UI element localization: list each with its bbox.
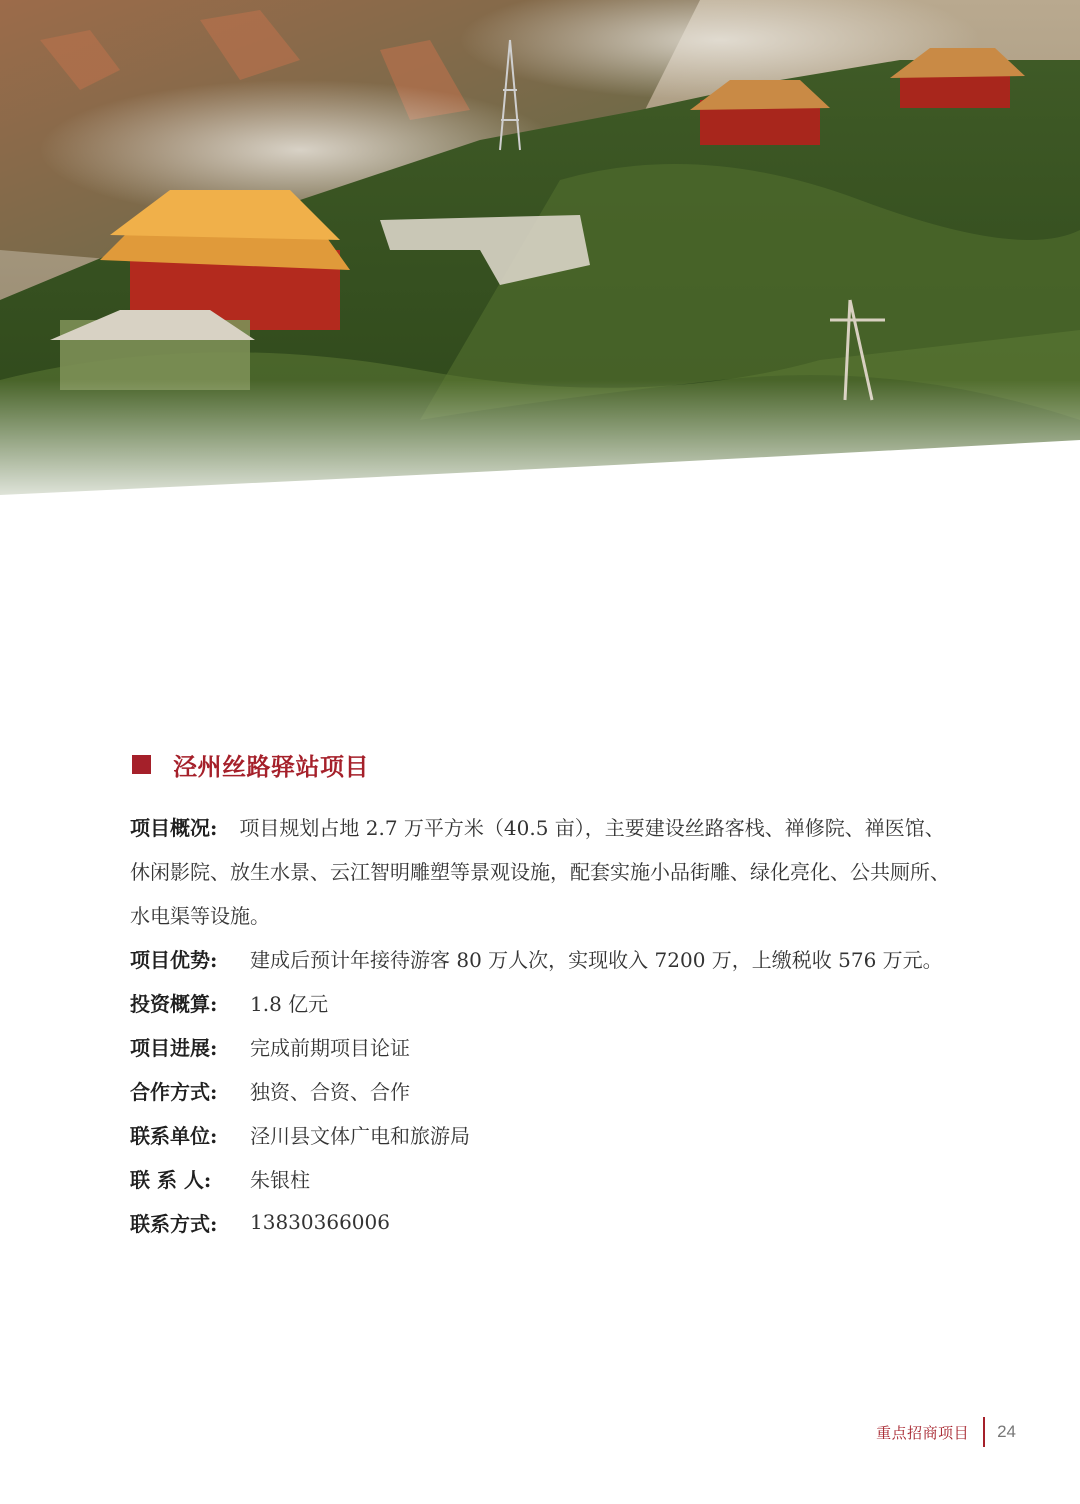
field-label: 投资概算: [130, 991, 218, 1016]
footer-divider [983, 1417, 985, 1447]
field-label: 联 系 人: [130, 1167, 212, 1192]
field-value: 建成后预计年接待游客 80 万人次，实现收入 7200 万，上缴税收 576 万元。 [250, 947, 943, 972]
page-footer [876, 1416, 1016, 1448]
field-row-contact-person [130, 1156, 960, 1200]
heading-square-bullet [132, 755, 151, 774]
field-label: 项目进展: [130, 1035, 218, 1060]
project-heading [132, 746, 369, 782]
overview-text: 项目规划占地 2.7 万平方米（40.5 亩），主要建设丝路客栈、禅修院、禅医馆、休闲影院、放生水景、云江智明雕塑等景观设施，配套实施小品街雕、绿化亮化、公共厕所、水电渠等设施。 [130, 816, 950, 928]
field-value: 泾川县文体广电和旅游局 [250, 1123, 470, 1148]
field-label: 项目优势: [130, 947, 218, 972]
project-overview [130, 806, 960, 938]
field-row-advantage [130, 936, 960, 980]
page-number: 24 [997, 1422, 1016, 1441]
field-label: 联系方式: [130, 1211, 218, 1236]
field-row-investment [130, 980, 960, 1024]
overview-label: 项目概况: [130, 816, 218, 840]
field-value: 1.8 亿元 [250, 991, 329, 1016]
field-row-contact-unit [130, 1112, 960, 1156]
field-value: 完成前期项目论证 [250, 1035, 410, 1060]
footer-section-title: 重点招商项目 [876, 1423, 970, 1442]
field-row-progress [130, 1024, 960, 1068]
field-label: 合作方式: [130, 1079, 218, 1104]
field-value: 13830366006 [250, 1210, 390, 1234]
field-value: 独资、合资、合作 [250, 1079, 410, 1104]
field-label: 联系单位: [130, 1123, 218, 1148]
mountain-temple-image [0, 0, 1080, 520]
field-value: 朱银柱 [250, 1167, 310, 1192]
field-row-cooperation [130, 1068, 960, 1112]
field-row-contact-phone [130, 1200, 960, 1244]
hero-photo [0, 0, 1080, 520]
project-fields [130, 936, 960, 1244]
project-title: 泾州丝路驿站项目 [173, 751, 369, 781]
